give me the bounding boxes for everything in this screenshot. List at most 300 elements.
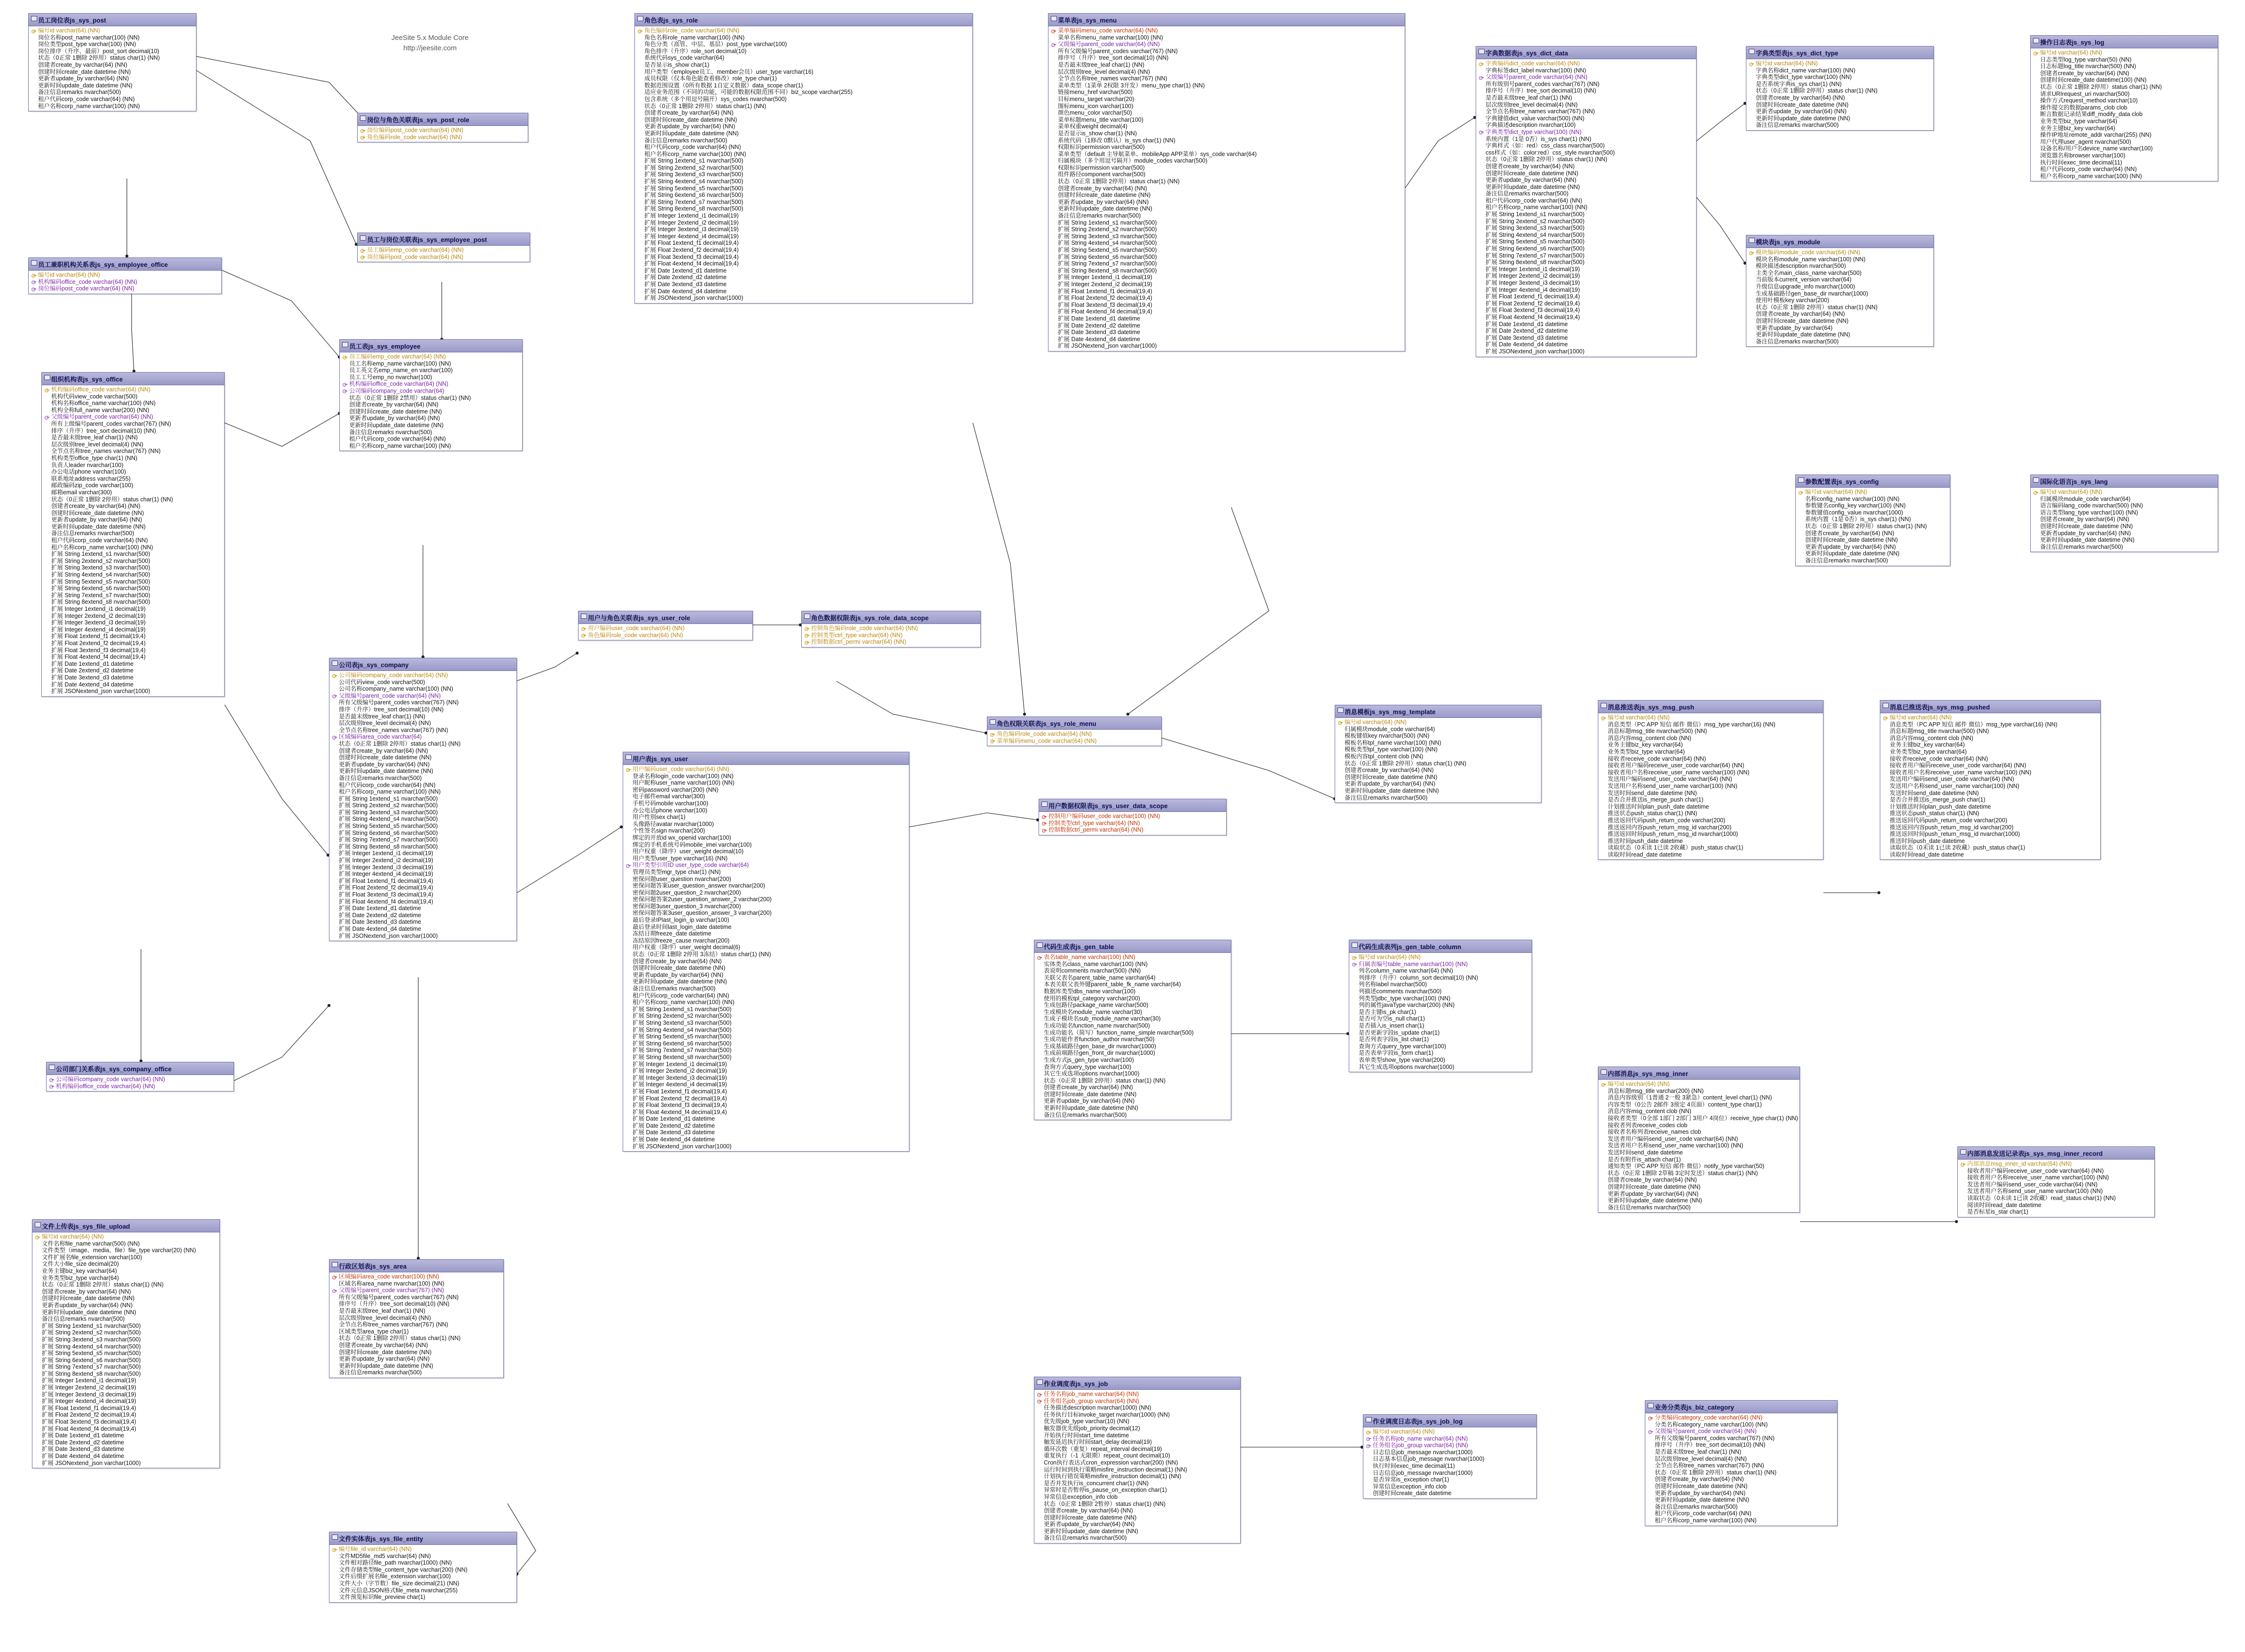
entity-sys-msg-pushed[interactable]	[1880, 700, 2101, 860]
entity-sys-msg-template[interactable]	[1335, 705, 1541, 803]
column-label: 是否有附件is_attach char(1)	[1608, 1156, 1681, 1163]
column-row	[1797, 496, 1949, 503]
column-row	[34, 1288, 219, 1295]
column-label: 扩展 Date 2extend_d2 datetime	[339, 912, 422, 919]
entity-title: 行政区划表js_sys_area	[329, 1260, 503, 1272]
column-label: 生成功能名（简写）function_name_simple nvarchar(500)	[1044, 1029, 1194, 1036]
column-label: 表单类型show_type varchar(200)	[1359, 1056, 1446, 1063]
column-row	[1478, 94, 1695, 101]
column-row	[625, 1102, 908, 1109]
entity-sys-log[interactable]	[2030, 35, 2218, 181]
column-label: 数据范围设置（0所有数据 1自定义数据）data_scope char(1)	[644, 82, 803, 89]
column-row	[1351, 1050, 1531, 1057]
column-row	[1478, 307, 1695, 314]
column-row	[1600, 803, 1822, 810]
column-label: 系统内置（1是 0否）is_sys char(1) (NN)	[1486, 135, 1592, 142]
column-label: 是否插入is_insert char(1)	[1359, 1022, 1424, 1029]
column-row	[625, 800, 908, 807]
column-row	[625, 882, 908, 889]
column-row	[636, 233, 971, 240]
column-label: 租户代码corp_code varchar(64) (NN)	[2040, 166, 2137, 173]
column-row	[30, 62, 195, 69]
column-row	[1478, 245, 1695, 252]
column-label: 公司编码company_code varchar(64)	[349, 387, 445, 394]
column-label: 编号id varchar(64) (NN)	[1805, 489, 1867, 495]
primary-key-row	[803, 639, 979, 646]
column-row	[1050, 109, 1404, 117]
entity-sys-employee-office[interactable]	[28, 257, 222, 294]
column-row	[1478, 252, 1695, 259]
column-label: 触发延迟执行时间start_delay decimal(19)	[1044, 1439, 1152, 1446]
column-row	[1478, 170, 1695, 177]
entity-sys-post-role[interactable]	[357, 113, 528, 142]
primary-key-icon	[1338, 721, 1343, 725]
column-row	[1351, 967, 1531, 974]
column-row	[1050, 75, 1404, 82]
column-label: 接收者receive_code varchar(64) (NN)	[1890, 755, 1988, 762]
column-label: 密保问题user_question nvarchar(200)	[633, 875, 731, 882]
column-row	[1050, 103, 1404, 110]
column-label: 创建者create_by varchar(64) (NN)	[339, 1341, 428, 1348]
column-label: 更新者update_by varchar(64) (NN)	[1044, 1098, 1135, 1105]
column-row	[625, 1013, 908, 1020]
column-label: 实体类名class_name varchar(100) (NN)	[1044, 960, 1148, 967]
entity-sys-company-office[interactable]	[46, 1062, 234, 1091]
entity-columns	[1363, 1427, 1536, 1498]
column-label: 扩展 Float 1extend_f1 decimal(19,4)	[1486, 293, 1580, 300]
primary-key-row	[1050, 27, 1404, 34]
column-row	[1337, 726, 1540, 733]
column-row	[1600, 844, 1822, 851]
column-label: 更新者update_by varchar(64) (NN)	[644, 123, 735, 130]
column-label: 扩展 Integer 3extend_i3 decimal(19)	[339, 864, 433, 871]
column-row	[34, 1343, 219, 1350]
column-label: 机构全称full_name varchar(200) (NN)	[51, 406, 149, 413]
column-label: 扩展 Date 1extend_d1 datetime	[339, 905, 422, 912]
entity-columns	[29, 271, 221, 294]
column-label: 是否更新字段is_update char(1)	[1359, 1029, 1440, 1036]
column-label: 创建时间create_date datetime (NN)	[339, 1348, 432, 1356]
column-label: 扩展 String 8extend_s8 nvarchar(500)	[51, 599, 150, 606]
column-row	[1050, 267, 1404, 274]
column-label: 创建者create_by varchar(64) (NN)	[51, 503, 141, 510]
column-label: 扩展 String 3extend_s3 nvarchar(500)	[339, 809, 438, 816]
column-label: 扩展 String 8extend_s8 nvarchar(500)	[339, 843, 438, 850]
column-row	[43, 599, 223, 606]
column-label: 扩展 Date 4extend_d4 datetime	[339, 925, 422, 932]
column-label: 员工英文名emp_name_en varchar(100)	[349, 367, 453, 374]
column-label: 扩展 Float 1extend_f1 decimal(19,4)	[644, 240, 739, 247]
column-row	[2032, 537, 2217, 544]
column-label: 扩展 String 2extend_s2 nvarchar(500)	[1486, 218, 1585, 225]
column-label: 消息标题msg_title nvarchar(500) (NN)	[1890, 728, 1989, 735]
column-row	[625, 917, 908, 924]
entity-sys-post[interactable]	[28, 13, 196, 111]
column-label: 扩展 String 3extend_s3 nvarchar(500)	[644, 171, 743, 178]
column-label: 备注信息remarks nvarchar(500)	[339, 1369, 422, 1376]
primary-key-icon	[1601, 716, 1606, 720]
column-row	[2032, 166, 2217, 173]
column-row	[43, 619, 223, 626]
column-label: 邮箱email varchar(300)	[51, 489, 112, 496]
column-label: 字典样式（如：red）css_class nvarchar(500)	[1486, 142, 1605, 149]
column-label: 编号id varchar(64) (NN)	[1756, 60, 1818, 67]
entity-sys-office[interactable]	[41, 372, 225, 697]
column-label: 机构代码view_code varchar(500)	[51, 393, 138, 400]
column-label: 消息标题msg_title nvarchar(500) (NN)	[1608, 728, 1707, 735]
column-label: 扩展 JSONextend_json varchar(1000)	[633, 1143, 732, 1150]
entity-title: 参数配置表js_sys_config	[1796, 475, 1950, 488]
column-label: 机构编码office_code varchar(64) (NN)	[349, 381, 448, 388]
column-label: 模板内容tpl_content clob (NN)	[1345, 753, 1424, 760]
column-label: 业务主键biz_key varchar(64)	[1890, 741, 1965, 748]
column-row	[1337, 787, 1540, 795]
column-row	[34, 1439, 219, 1446]
entity-gen-table[interactable]	[1034, 940, 1231, 1120]
column-row	[1600, 1101, 1799, 1108]
column-row	[1600, 1142, 1799, 1149]
column-label: 状态（0正常 1删除 2停用）status char(1) (NN)	[644, 102, 767, 109]
column-row	[1036, 1084, 1230, 1091]
entity-columns	[1039, 812, 1226, 835]
column-row	[636, 164, 971, 171]
column-label: 扩展 String 5extend_s5 nvarchar(500)	[1486, 238, 1585, 245]
entity-gen-table-column[interactable]	[1349, 940, 1532, 1072]
foreign-key-row	[30, 285, 220, 292]
column-label: 创建者create_by varchar(64) (NN)	[1044, 1507, 1133, 1514]
column-label: 角色编码role_code varchar(64) (NN)	[997, 731, 1092, 737]
column-row	[1050, 137, 1404, 144]
primary-key-row	[989, 731, 1160, 738]
column-label: 扩展 Date 2extend_d2 datetime	[1486, 327, 1568, 335]
column-row	[1478, 259, 1695, 266]
column-row	[625, 773, 908, 780]
primary-key-icon	[332, 1275, 337, 1279]
column-label: 推送时间push_date datetime	[1890, 837, 1965, 844]
column-label: 负责人leader nvarchar(100)	[51, 461, 124, 468]
column-row	[43, 688, 223, 695]
column-label: 扩展 Integer 1extend_i1 decimal(19)	[633, 1060, 727, 1068]
column-row	[1050, 329, 1404, 336]
column-row	[1797, 502, 1949, 509]
column-row	[1600, 1149, 1799, 1156]
column-label: 机构编码office_code varchar(64) (NN)	[56, 1083, 155, 1090]
column-label: 扩展 Date 2extend_d2 datetime	[633, 1122, 715, 1129]
primary-key-row	[341, 353, 521, 360]
column-label: 业务主键biz_key varchar(64)	[2040, 125, 2115, 132]
entity-title: 用户与角色关联表js_sys_user_role	[579, 611, 752, 624]
entity-sys-module[interactable]	[1746, 235, 1934, 347]
entity-sys-msg-inner-main[interactable]	[1598, 1067, 1800, 1213]
entity-title: 用户表js_sys_user	[623, 752, 909, 765]
column-label: 语言编码lang_code nvarchar(500) (NN)	[2040, 502, 2143, 509]
column-row	[1600, 1108, 1799, 1115]
column-label: 岗位编码post_code varchar(64) (NN)	[367, 253, 463, 260]
primary-key-row	[1040, 826, 1225, 834]
column-label: 计划推送时间plan_push_date datetime	[1608, 803, 1709, 810]
primary-key-row	[331, 1273, 502, 1280]
entity-sys-msg-inner-record[interactable]	[1957, 1146, 2155, 1217]
column-row	[1600, 721, 1822, 728]
entity-columns	[2031, 48, 2218, 181]
foreign-key-icon	[343, 389, 348, 393]
column-row	[2032, 91, 2217, 98]
column-row	[1600, 1088, 1799, 1095]
column-label: 模块名称module_name varchar(100) (NN)	[1756, 256, 1866, 263]
column-label: 员工名称emp_name varchar(100) (NN)	[349, 360, 451, 367]
primary-key-row	[1040, 820, 1225, 827]
column-label: 扩展 Date 3extend_d3 datetime	[633, 1129, 715, 1136]
column-label: 日志标题log_title nvarchar(500) (NN)	[2040, 63, 2136, 70]
column-label: 机构名称office_name varchar(100) (NN)	[51, 400, 156, 407]
column-label: 扩展 String 7extend_s7 nvarchar(500)	[633, 1047, 732, 1054]
column-label: 状态（0正常 1删除 2草稿 3定时发送）status char(1) (NN)	[1608, 1169, 1758, 1177]
column-label: 设备名称/用户名device_name varchar(100)	[2040, 145, 2153, 152]
foreign-key-row	[331, 693, 516, 700]
column-row	[43, 558, 223, 565]
column-label: 备注信息remarks nvarchar(500)	[38, 89, 121, 96]
entity-sys-role-menu[interactable]	[987, 717, 1162, 746]
column-label: 用户权重（降序）user_weight decimal(10)	[633, 848, 744, 855]
column-row	[2032, 145, 2217, 152]
entity-sys-dict-type[interactable]	[1746, 46, 1934, 131]
column-row	[625, 889, 908, 896]
foreign-key-row	[1365, 1442, 1535, 1449]
column-label: 扩展 String 5extend_s5 nvarchar(500)	[644, 185, 743, 192]
column-label: 其它生成选项options nvarchar(1000)	[1359, 1063, 1455, 1070]
column-label: 状态（0正常 1删除 2停用）status char(1) (NN)	[38, 55, 160, 62]
column-row	[331, 699, 516, 706]
column-row	[43, 407, 223, 414]
column-label: 是否异常is_exception char(1)	[1373, 1476, 1449, 1483]
column-row	[331, 1321, 502, 1328]
entity-sys-user[interactable]	[623, 752, 909, 1152]
column-label: 公司编码company_code varchar(64) (NN)	[56, 1076, 165, 1083]
column-label: 扩展 String 8extend_s8 nvarchar(500)	[633, 1053, 732, 1060]
entity-sys-msg-inner[interactable]	[1598, 700, 1823, 860]
column-label: 控制数据ctrl_permi varchar(64) (NN)	[1048, 826, 1144, 834]
column-row	[1882, 748, 2099, 756]
column-label: 更新时间update_date datetime (NN)	[349, 421, 444, 429]
primary-key-icon	[1037, 956, 1042, 959]
column-row	[1797, 537, 1949, 544]
column-row	[43, 654, 223, 661]
entity-sys-company[interactable]	[329, 658, 517, 941]
column-label: 扩展 String 2extend_s2 nvarchar(500)	[339, 802, 438, 809]
entity-sys-user-data-scope[interactable]	[1039, 799, 1227, 835]
column-label: 循环次数（重复）repeat_interval decimal(19)	[1044, 1445, 1162, 1452]
column-label: 备注信息remarks nvarchar(500)	[1756, 338, 1839, 345]
column-row	[1478, 327, 1695, 335]
column-row	[1647, 1476, 1836, 1483]
column-label: 是否主键is_pk char(1)	[1359, 1008, 1416, 1015]
entity-sys-employee[interactable]	[339, 339, 523, 451]
column-label: 更新者update_by varchar(64) (NN)	[38, 75, 129, 82]
column-row	[2032, 544, 2217, 551]
column-label: 扩展 Integer 2extend_i2 decimal(19)	[339, 857, 433, 864]
primary-key-icon	[45, 388, 50, 392]
entity-sys-lang[interactable]	[2030, 475, 2218, 552]
column-label: 是否显示is_show char(1)	[644, 61, 710, 68]
foreign-key-icon	[1366, 1437, 1371, 1441]
column-row	[636, 75, 971, 82]
column-row	[1882, 762, 2099, 769]
entity-columns	[329, 1272, 503, 1378]
column-label: 扩展 JSONextend_json varchar(1000)	[1486, 348, 1585, 355]
relationship-endpoint	[328, 1004, 330, 1007]
column-row	[1478, 190, 1695, 197]
column-row	[2032, 111, 2217, 118]
column-label: 编号id varchar(64) (NN)	[1345, 719, 1407, 725]
column-row	[1959, 1181, 2153, 1188]
column-row	[625, 910, 908, 917]
column-row	[625, 1020, 908, 1027]
primary-key-icon	[805, 633, 810, 637]
column-row	[1478, 197, 1695, 204]
entity-columns	[32, 1232, 219, 1468]
primary-key-icon	[332, 1548, 337, 1551]
column-row	[636, 69, 971, 76]
column-label: 头像路径avatar nvarchar(1000)	[633, 820, 714, 827]
column-row	[2032, 118, 2217, 125]
column-label: 扩展 String 1extend_s1 nvarchar(500)	[1058, 219, 1157, 226]
column-label: 租户代码corp_code varchar(64) (NN)	[1486, 197, 1582, 204]
column-row	[1365, 1456, 1535, 1463]
entity-sys-role[interactable]	[634, 13, 973, 304]
column-row	[1036, 1446, 1239, 1453]
column-label: 租户代码corp_code varchar(64) (NN)	[1655, 1510, 1752, 1517]
column-label: 备注信息remarks nvarchar(500)	[51, 530, 134, 537]
column-row	[331, 1301, 502, 1308]
column-row	[1050, 274, 1404, 281]
column-label: 优先级job_type varchar(10) (NN)	[1044, 1418, 1129, 1425]
column-label: 更新时间update_date datetime (NN)	[633, 978, 727, 985]
entity-sys-area[interactable]	[329, 1259, 504, 1378]
column-row	[1882, 756, 2099, 763]
entity-title: 员工岗位表js_sys_post	[29, 14, 196, 26]
entity-columns	[1034, 953, 1231, 1120]
entity-sys-menu[interactable]	[1048, 13, 1405, 351]
primary-key-row	[989, 738, 1160, 745]
column-label: 发送用户编码send_user_code varchar(64) (NN)	[1608, 776, 1732, 783]
column-label: 创建时间create_date datetime (NN)	[1756, 101, 1849, 108]
column-label: 机构类型office_type char(1) (NN)	[51, 454, 138, 461]
column-row	[331, 782, 516, 789]
column-label: 用户代理user_agent nvarchar(500)	[2040, 138, 2131, 145]
column-label: 创建时间create_date datetime (NN)	[51, 509, 144, 516]
column-label: 更新者update_by varchar(64) (NN)	[1756, 108, 1847, 115]
column-row	[636, 178, 971, 185]
column-row	[331, 1349, 502, 1356]
entity-sys-job[interactable]	[1034, 1377, 1241, 1543]
column-label: 字典键值dict_value varchar(500) (NN)	[1486, 115, 1585, 122]
entity-title: 文件实体表js_sys_file_entity	[329, 1532, 516, 1545]
column-row	[43, 613, 223, 620]
column-label: Cron执行表达式cron_expression varchar(200) (NN)	[1044, 1459, 1178, 1466]
entity-sys-dict-data[interactable]	[1476, 46, 1697, 357]
relationship-line	[222, 270, 339, 357]
column-label: 创建者create_by varchar(64) (NN)	[1655, 1476, 1744, 1483]
column-label: 创建时间create_date datetime (NN)	[1756, 317, 1849, 324]
column-label: 备注信息remarks nvarchar(500)	[42, 1316, 125, 1323]
column-row	[331, 836, 516, 843]
column-label: 更新时间update_date datetime (NN)	[339, 768, 433, 775]
column-label: 扩展 String 8extend_s8 nvarchar(500)	[1058, 267, 1157, 274]
column-label: 租户代码corp_code varchar(64) (NN)	[51, 537, 148, 544]
column-label: 业务类型biz_type varchar(64)	[1890, 748, 1967, 755]
entity-sys-role-data-scope[interactable]	[801, 611, 981, 647]
entity-columns	[1034, 1390, 1240, 1543]
column-label: 状态（0正常 1删除 2停用）status char(1) (NN)	[42, 1281, 164, 1288]
column-row	[1036, 1425, 1239, 1432]
entity-sys-config[interactable]	[1795, 475, 1950, 566]
entity-sys-file-entity[interactable]	[329, 1532, 517, 1603]
entity-columns	[579, 624, 752, 640]
column-row	[34, 1254, 219, 1261]
column-row	[1337, 760, 1540, 767]
column-row	[1882, 790, 2099, 797]
entity-sys-file-upload[interactable]	[32, 1219, 220, 1468]
column-row	[1478, 204, 1695, 211]
column-row	[43, 510, 223, 517]
column-label: 租户代码corp_code varchar(64) (NN)	[633, 992, 729, 999]
column-row	[2032, 77, 2217, 84]
entity-biz-category[interactable]	[1645, 1400, 1838, 1526]
column-label: 是否标星is_star char(1)	[1967, 1208, 2028, 1216]
column-label: 模板类型tpl_type varchar(100) (NN)	[1345, 746, 1438, 753]
column-label: 菜单名称menu_name varchar(100) (NN)	[1058, 34, 1163, 41]
column-label: 机构编码office_code varchar(64) (NN)	[51, 386, 150, 393]
column-label: 扩展 JSONextend_json varchar(1000)	[339, 932, 438, 939]
column-label: 最后登录时间last_login_date datetime	[633, 923, 732, 930]
column-row	[2032, 159, 2217, 166]
column-row	[331, 1587, 516, 1594]
column-label: 扩展 String 6extend_s6 nvarchar(500)	[42, 1356, 141, 1364]
column-row	[625, 855, 908, 862]
entity-sys-user-role[interactable]	[578, 611, 753, 640]
column-row	[636, 82, 971, 89]
entity-columns	[1880, 713, 2100, 859]
column-label: 是否可为空is_null char(1)	[1359, 1015, 1425, 1022]
column-row	[1600, 1184, 1799, 1191]
column-row	[1036, 1466, 1239, 1473]
column-row	[1365, 1449, 1535, 1456]
column-label: 更新者update_by varchar(64) (NN)	[51, 516, 142, 523]
foreign-key-icon	[1352, 962, 1357, 966]
column-label: 状态（0正常 1删除 2停用）status char(1) (NN)	[339, 1335, 461, 1342]
column-row	[1036, 1036, 1230, 1043]
foreign-key-icon	[31, 287, 37, 291]
column-row	[331, 740, 516, 748]
column-label: 生成前端路径gen_front_dir nvarchar(1000)	[1044, 1050, 1155, 1057]
column-row	[331, 1294, 502, 1301]
entity-sys-employee-post[interactable]	[357, 233, 530, 262]
column-row	[43, 455, 223, 462]
entity-columns	[1476, 59, 1696, 357]
column-row	[43, 640, 223, 647]
column-label: 更新者update_by varchar(64) (NN)	[42, 1301, 133, 1309]
column-row	[1600, 790, 1822, 797]
column-label: 扩展 String 6extend_s6 nvarchar(500)	[339, 829, 438, 836]
column-label: 扩展 String 6extend_s6 nvarchar(500)	[644, 192, 743, 199]
entity-sys-job-log[interactable]	[1363, 1414, 1537, 1499]
column-label: 读取时间read_date datetime	[1608, 851, 1682, 858]
primary-key-row	[359, 134, 527, 141]
column-row	[43, 482, 223, 489]
column-row	[1748, 331, 1932, 338]
column-row	[625, 930, 908, 937]
column-label: 密保问题答案3user_question_answer_3 varchar(200)	[633, 910, 772, 917]
